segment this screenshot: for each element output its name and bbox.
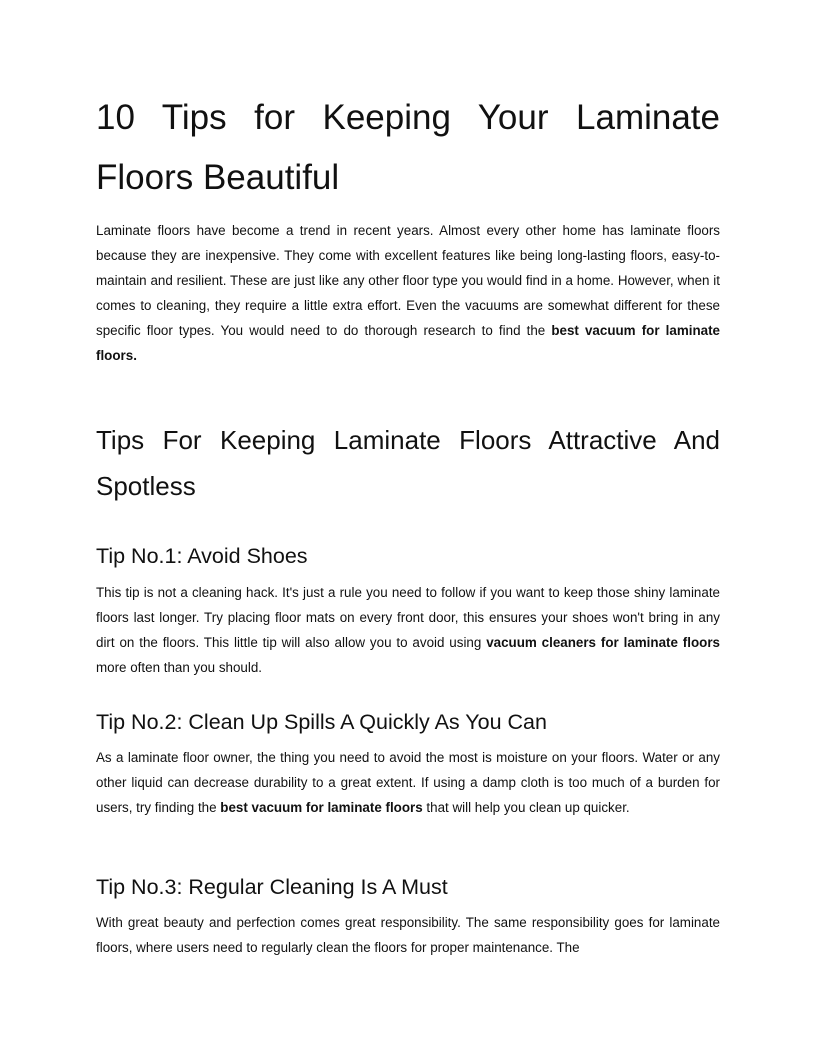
tip-2-text-before: As a laminate floor owner, the thing you need to avoid the most is moisture on your floors. Water or any other liquid can decrease durability to a great extent. If using a damp cloth is too much of a burden for users, try finding the: [96, 750, 720, 815]
tip-2-heading: Tip No.2: Clean Up Spills A Quickly As You Can: [96, 710, 547, 734]
tip-2-text-after: that will help you clean up quicker.: [422, 800, 630, 815]
tip-2-paragraph: [96, 745, 720, 820]
intro-bold-text: best vacuum for laminate floors.: [96, 323, 720, 363]
intro-text: Laminate floors have become a trend in recent years. Almost every other home has laminate floors because they are inexpensive. They come with excellent features like being long-lasting floors, easy-to-maintain and resilient. These are just like any other floor type you would find in a home. However, when it comes to cleaning, they require a little extra effort. Even the vacuums are somewhat different for these specific floor types. You would need to do thorough research to find the: [96, 223, 720, 338]
tip-3-heading: Tip No.3: Regular Cleaning Is A Must: [96, 875, 448, 899]
tip-1-text-before: This tip is not a cleaning hack. It's just a rule you need to follow if you want to keep those shiny laminate floors last longer. Try placing floor mats on every front door, this ensures your shoes won't bring in any dirt on the floors. This little tip will also allow you to avoid using: [96, 585, 720, 650]
tip-1-heading: Tip No.1: Avoid Shoes: [96, 544, 308, 568]
tip-1-paragraph: [96, 580, 720, 680]
tip-3-paragraph: [96, 910, 720, 960]
tip-2-bold-text: best vacuum for laminate floors: [220, 800, 423, 815]
tip-1-bold-text: vacuum cleaners for laminate floors: [486, 635, 720, 650]
intro-paragraph: [96, 218, 720, 368]
tip-3-text-before: With great beauty and perfection comes great responsibility. The same responsibility goes for laminate floors, where users need to regularly clean the floors for proper maintenance. The: [96, 915, 720, 955]
section-heading: Tips For Keeping Laminate Floors Attractive And Spotless: [96, 425, 720, 501]
tip-1-text-after: more often than you should.: [96, 660, 263, 675]
page-title: 10 Tips for Keeping Your Laminate Floors Beautiful: [96, 98, 720, 197]
